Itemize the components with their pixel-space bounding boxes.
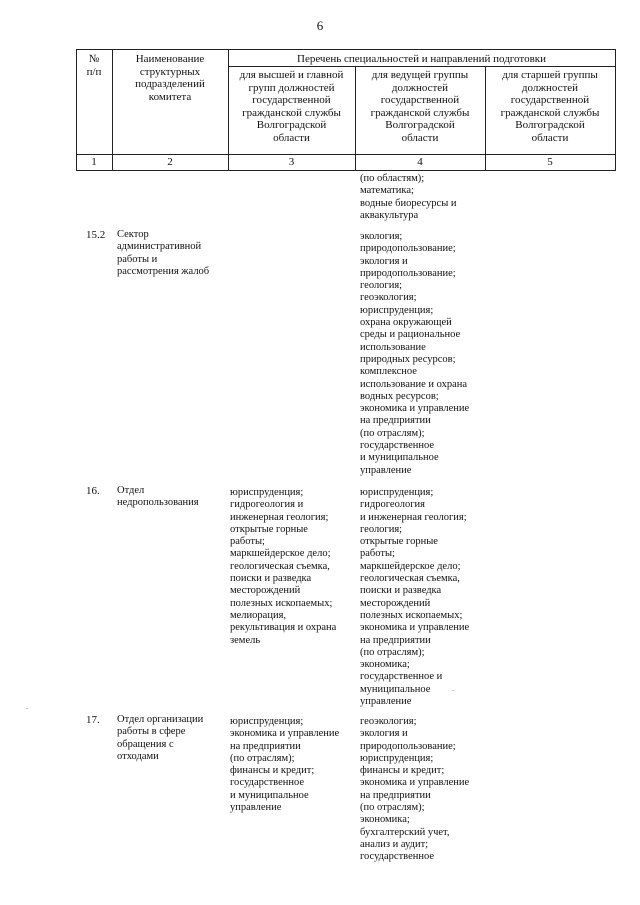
header-col-group: Перечень специальностей и направлений подготовки xyxy=(297,53,546,65)
row-17-high: юриспруденция; экономика и управление на предприятии (по отраслям); финансы и кредит; государственное и муниципальное управление xyxy=(230,716,340,814)
header-col-name: Наименование структурных подразделений комитета xyxy=(135,53,205,103)
header-bottom-rule xyxy=(76,154,616,155)
header-col-senior: для старшей группы должностей государственной гражданской службы Волгоградской области xyxy=(500,69,600,144)
row-15-2-lead: экология; природопользование; экология и природопользование; геология; геоэкология; юриспруденция; охрана окружающей среды и рациональное использование природных ресурсов; комплексное использование и охрана водных ресурсов; экономика и управление на предприятии (по отраслям); государственное и муниципальное управление xyxy=(360,231,470,476)
row-16-lead: юриспруденция; гидрогеология и инженерная геология; геология; открытые горные работы; маркшейдерское дело; геологическая съемка, поиски и разведка месторождений полезных ископаемых; экономика и управление на предприятии (по отраслям); экономика; государственное и муниципальное управление xyxy=(360,487,470,708)
row-17-name: Отдел организации работы в сфере обращения с отходами xyxy=(117,714,204,762)
scan-speck: . xyxy=(26,702,28,711)
column-number-4: 4 xyxy=(417,156,423,168)
row-16-high: юриспруденция; гидрогеология и инженерная геология; открытые горные работы; маркшейдерское дело; геологическая съемка, поиски и разведка месторождений полезных ископаемых; мелиорация, рекультивация и охрана земель xyxy=(230,487,337,646)
row-16-name: Отдел недропользования xyxy=(117,485,199,509)
header-top-rule xyxy=(76,49,616,50)
continuation-lead-cell: (по областям); математика; водные биоресурсы и аквакультура xyxy=(360,173,457,221)
row-17-number: 17. xyxy=(86,714,100,726)
header-group-rule xyxy=(228,66,616,67)
header-col-num: № п/п xyxy=(86,53,102,78)
column-number-5: 5 xyxy=(547,156,553,168)
row-17-lead: геоэкология; экология и природопользование; юриспруденция; финансы и кредит; экономика и управление на предприятии (по отраслям); экономика; бухгалтерский учет, анализ и аудит; государственное xyxy=(360,716,470,863)
column-number-rule xyxy=(76,170,616,171)
header-col-high: для высшей и главной групп должностей государственной гражданской службы Волгоградской области xyxy=(239,69,344,144)
row-15-2-name: Сектор административной работы и рассмотрения жалоб xyxy=(117,229,210,277)
row-16-number: 16. xyxy=(86,485,100,497)
page-number: 6 xyxy=(316,18,324,33)
row-15-2-number: 15.2 xyxy=(86,229,106,241)
column-number-3: 3 xyxy=(288,156,295,168)
column-number-2: 2 xyxy=(167,156,173,168)
col-border-right xyxy=(615,49,616,170)
scan-speck: . xyxy=(452,684,454,693)
column-number-1: 1 xyxy=(91,156,97,168)
header-col-lead: для ведущей группы должностей государственной гражданской службы Волгоградской области xyxy=(370,69,470,144)
